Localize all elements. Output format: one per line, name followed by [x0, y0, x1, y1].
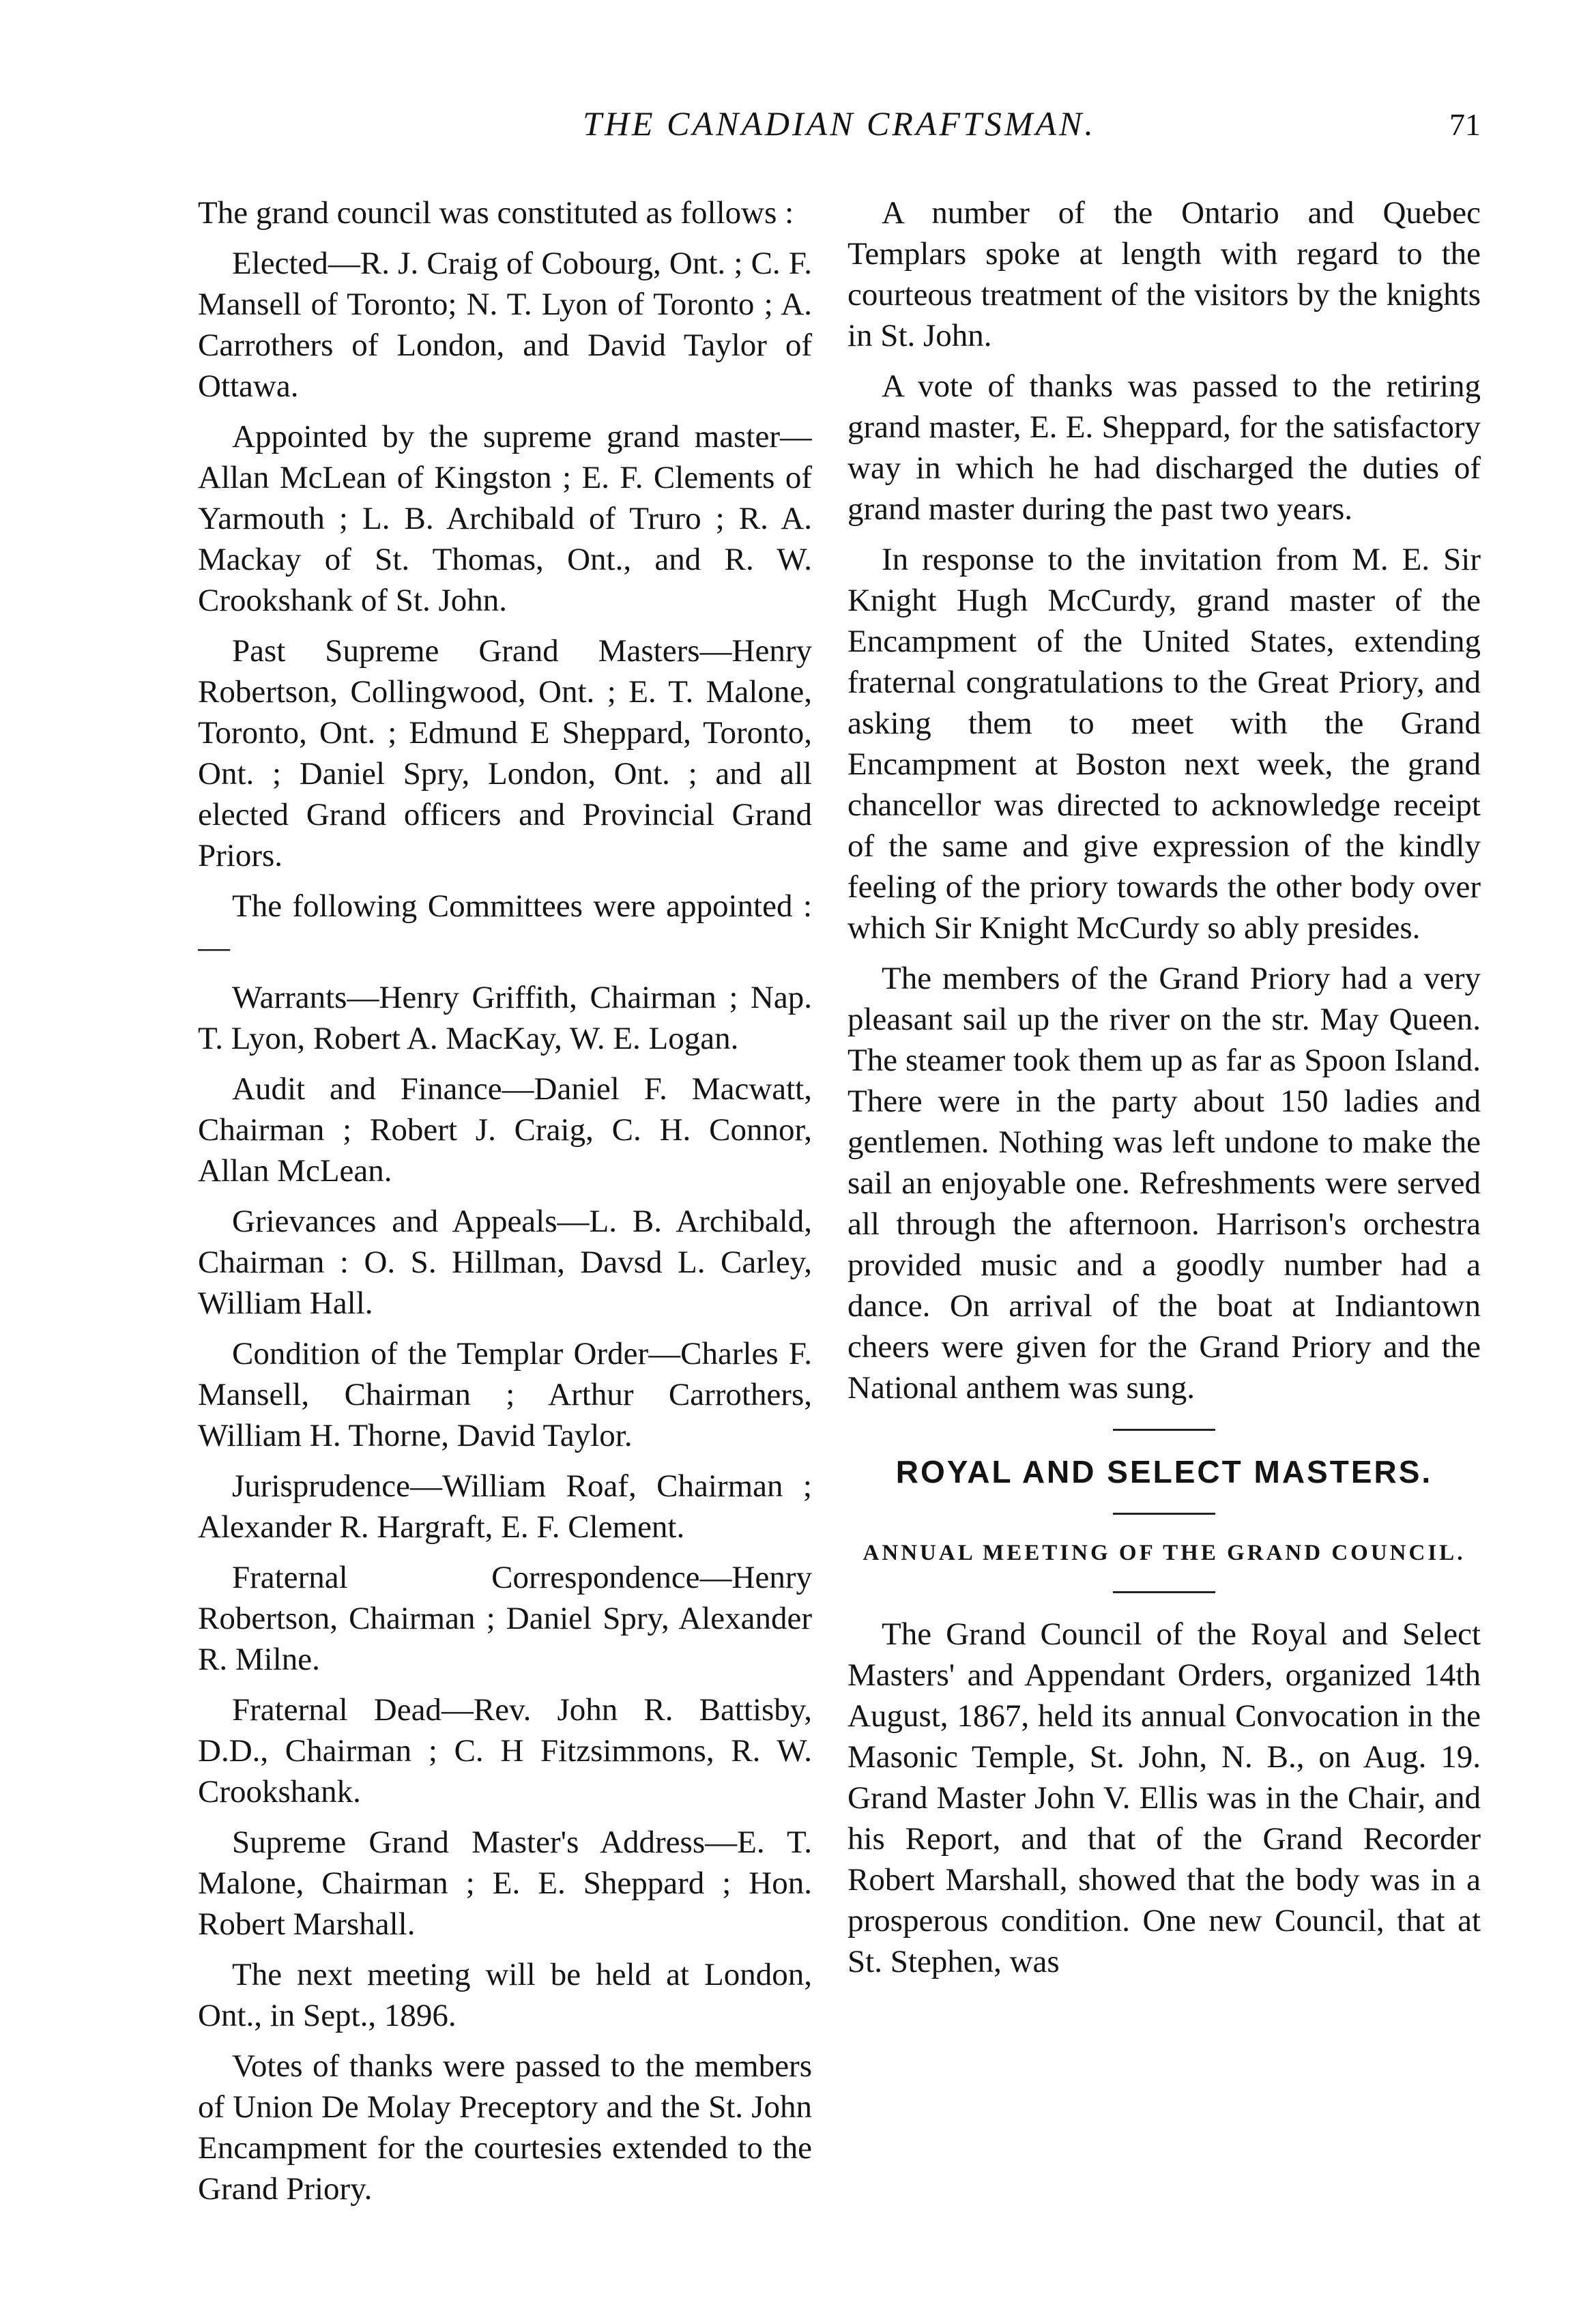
- paragraph: Audit and Finance—Daniel F. Macwatt, Chairman ; Robert J. Craig, C. H. Connor, Allan McLean.: [198, 1071, 812, 1189]
- paragraph: In response to the invitation from M. E. Sir Knight Hugh McCurdy, grand master of the Encampment of the United States, extending fraternal congratulations to the Great Priory, and asking them to meet with the Grand Encampment at Boston next week, the grand chancellor was directed to acknowledge receipt of the same and give expression of the kindly feeling of the priory towards the other body over which Sir Knight McCurdy so ably presides.: [847, 542, 1481, 946]
- running-title: THE CANADIAN CRAFTSMAN.: [583, 104, 1096, 143]
- paragraph: Jurisprudence—William Roaf, Chairman ; Alexander R. Hargraft, E. F. Clement.: [198, 1468, 812, 1545]
- paragraph: The Grand Council of the Royal and Select Masters' and Appendant Orders, organized 14th August, 1867, held its annual Convocation in the Masonic Temple, St. John, N. B., on Aug. 19. Grand Master John V. Ellis was in the Chair, and his Report, and that of the Grand Recorder Robert Marshall, showed that the body was in a prosperous condition. One new Council, that at St. Stephen, was: [847, 1616, 1481, 1979]
- section-divider: [1113, 1513, 1215, 1515]
- section-divider: [1113, 1429, 1215, 1431]
- section-heading: ROYAL AND SELECT MASTERS.: [895, 1454, 1433, 1490]
- paragraph: A vote of thanks was passed to the retiring grand master, E. E. Sheppard, for the satisfactory way in which he had discharged the duties of grand master during the past two years.: [847, 368, 1481, 527]
- paragraph: Elected—R. J. Craig of Cobourg, Ont. ; C. F. Mansell of Toronto; N. T. Lyon of Toronto ; A. Carrothers of London, and David Taylor of Ottawa.: [198, 246, 812, 404]
- paragraph: A number of the Ontario and Quebec Templars spoke at length with regard to the courteous treatment of the visitors by the knights in St. John.: [847, 195, 1481, 353]
- paragraph: Warrants—Henry Griffith, Chairman ; Nap. T. Lyon, Robert A. MacKay, W. E. Logan.: [198, 980, 812, 1056]
- page-header: [198, 104, 1481, 158]
- paragraph: The members of the Grand Priory had a very pleasant sail up the river on the str. May Queen. The steamer took them up as far as Spoon Island. There were in the party about 150 ladies and gentlemen. Nothing was left undone to make the sail an enjoyable one. Refreshments were served all through the afternoon. Harrison's orchestra provided music and a goodly number had a dance. On arrival of the boat at Indiantown cheers were given for the Grand Priory and the National anthem was sung.: [847, 961, 1481, 1406]
- paragraph: Past Supreme Grand Masters—Henry Robertson, Collingwood, Ont. ; E. T. Malone, Toronto, Ont. ; Edmund E Sheppard, Toronto, Ont. ; Daniel Spry, London, Ont. ; and all elected Grand officers and Provincial Grand Priors.: [198, 633, 812, 873]
- paragraph: Votes of thanks were passed to the members of Union De Molay Preceptory and the St. John Encampment for the courtesies extended to the Grand Priory.: [198, 2048, 812, 2207]
- paragraph: Fraternal Dead—Rev. John R. Battisby, D.D., Chairman ; C. H Fitzsimmons, R. W. Crookshank.: [198, 1692, 812, 1810]
- page-number: 71: [1449, 107, 1481, 142]
- right-column: [847, 192, 1481, 2267]
- paragraph: Grievances and Appeals—L. B. Archibald, Chairman : O. S. Hillman, Davsd L. Carley, William Hall.: [198, 1204, 812, 1321]
- paragraph: The grand council was constituted as follows :: [198, 195, 794, 231]
- paragraph: Fraternal Correspondence—Henry Robertson, Chairman ; Daniel Spry, Alexander R. Milne.: [198, 1560, 812, 1677]
- paragraph: Appointed by the supreme grand master—Allan McLean of Kingston ; E. F. Clements of Yarmouth ; L. B. Archibald of Truro ; R. A. Mackay of St. Thomas, Ont., and R. W. Crookshank of St. John.: [198, 419, 812, 618]
- paragraph: The next meeting will be held at London, Ont., in Sept., 1896.: [198, 1957, 812, 2033]
- section-divider: [1113, 1591, 1215, 1593]
- sub-heading: ANNUAL MEETING OF THE GRAND COUNCIL.: [863, 1541, 1466, 1565]
- left-column: [198, 192, 812, 2267]
- paragraph: Condition of the Templar Order—Charles F. Mansell, Chairman ; Arthur Carrothers, William H. Thorne, David Taylor.: [198, 1336, 812, 1453]
- paragraph: The following Committees were appointed :—: [198, 888, 812, 965]
- paragraph: Supreme Grand Master's Address—E. T. Malone, Chairman ; E. E. Sheppard ; Hon. Robert Marshall.: [198, 1825, 812, 1942]
